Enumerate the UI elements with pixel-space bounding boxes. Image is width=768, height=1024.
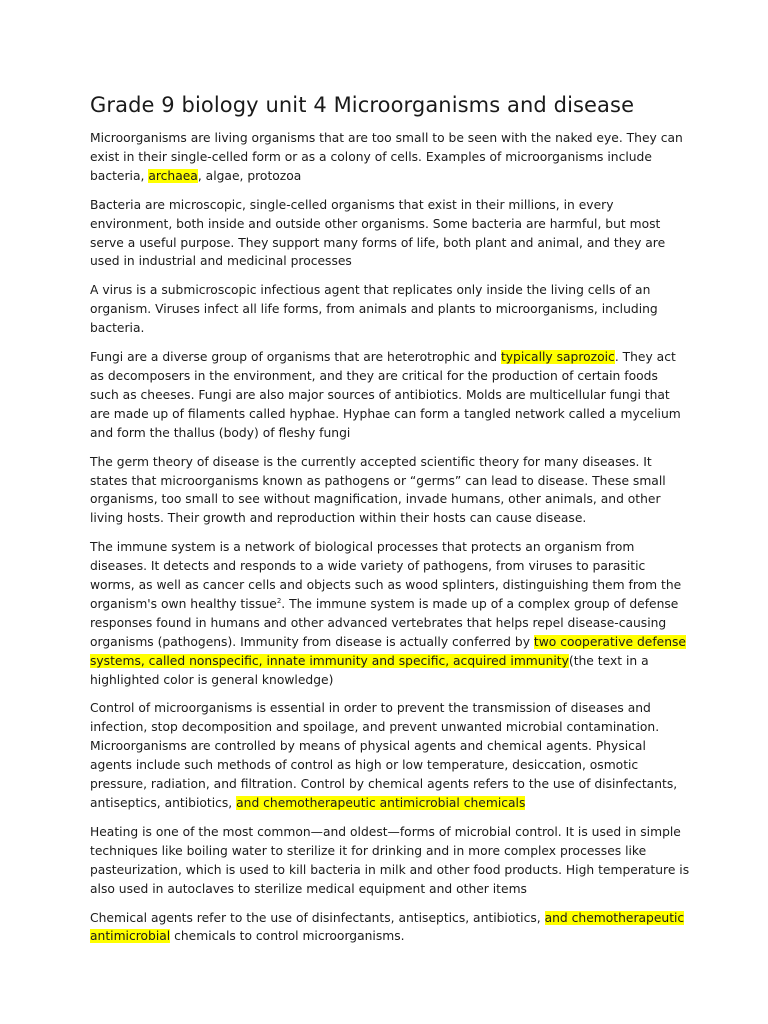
paragraph [90, 538, 690, 689]
document-page [90, 92, 690, 956]
text-run: Heating is one of the most common—and oldest—forms of microbial control. It is used in simple techniques like boiling water to sterilize it for drinking and in more complex processes like pasteurization, which is used to kill bacteria in milk and other food products. High temperature is also used in autoclaves to sterilize medical equipment and other items [90, 824, 690, 896]
document-title: Grade 9 biology unit 4 Microorganisms and disease [90, 93, 635, 117]
paragraph [90, 909, 690, 947]
text-run: . They act as decomposers in the environment, and they are critical for the production of certain foods such as cheeses. Fungi are also major sources of antibiotics. Molds are multicellular fungi that are made up of filaments called hyphae. Hyphae can form a tangled network called a mycelium and form the thallus (body) of fleshy fungi [90, 350, 681, 440]
paragraph [90, 453, 690, 529]
footnote-marker: 2 [276, 596, 282, 605]
text-run: Control of microorganisms is essential in order to prevent the transmission of diseases and infection, stop decomposition and spoilage, and prevent unwanted microbial contamination. Microorganisms are controlled by means of physical agents and chemical agents. Physical agents include such methods of control as high or low temperature, desiccation, osmotic pressure, radiation, and filtration. Control by chemical agents refers to the use of disinfectants, antiseptics, antibiotics, [90, 701, 678, 810]
text-run: Fungi are a diverse group of organisms that are heterotrophic and [90, 350, 501, 365]
text-run: A virus is a submicroscopic infectious agent that replicates only inside the living cells of an organism. Viruses infect all life forms, from animals and plants to microorganisms, including bacteria. [90, 283, 658, 336]
paragraph [90, 196, 690, 272]
paragraph [90, 823, 690, 899]
highlighted-text: two cooperative defense systems, called nonspecific, innate immunity and specific, acquired immunity [90, 634, 686, 668]
text-run: The immune system is a network of biological processes that protects an organism from diseases. It detects and responds to a wide variety of pathogens, from viruses to parasitic worms, as well as cancer cells and objects such as wood splinters, distinguishing them from the organism's own healthy tissue [90, 540, 682, 611]
text-run: , algae, protozoa [197, 168, 302, 183]
highlighted-text: typically saprozoic [500, 350, 615, 365]
paragraph [90, 129, 690, 186]
text-run: The germ theory of disease is the currently accepted scientific theory for many diseases. It states that microorganisms known as pathogens or “germs” can lead to disease. These small organisms, too small to see without magnification, invade humans, other animals, and other living hosts. Their growth and reproduction within their hosts can cause disease. [90, 454, 666, 526]
highlighted-text: and chemotherapeutic antimicrobial [90, 910, 685, 944]
text-run: (the text in a highlighted color is general knowledge) [90, 653, 649, 687]
text-run: Microorganisms are living organisms that are too small to be seen with the naked eye. They can exist in their single-celled form or as a colony of cells. Examples of microorganisms include bacteria, [90, 131, 683, 183]
paragraph [90, 348, 690, 443]
paragraph [90, 281, 690, 338]
document-body [90, 129, 690, 946]
text-run: chemicals to control microorganisms. [170, 929, 405, 944]
text-run: Bacteria are microscopic, single-celled organisms that exist in their millions, in every environment, both inside and outside other organisms. Some bacteria are harmful, but most serve a useful purpose. They support many forms of life, both plant and animal, and they are used in industrial and medicinal processes [90, 197, 666, 269]
text-run: . The immune system is made up of a complex group of defense responses found in humans and other advanced vertebrates that helps repel disease-causing organisms (pathogens). Immunity from disease is actually conferred by [90, 596, 679, 649]
highlighted-text: archaea [148, 168, 198, 183]
highlighted-text: and chemotherapeutic antimicrobial chemicals [236, 796, 526, 810]
text-run: Chemical agents refer to the use of disinfectants, antiseptics, antibiotics, [90, 910, 545, 925]
paragraph [90, 699, 690, 812]
